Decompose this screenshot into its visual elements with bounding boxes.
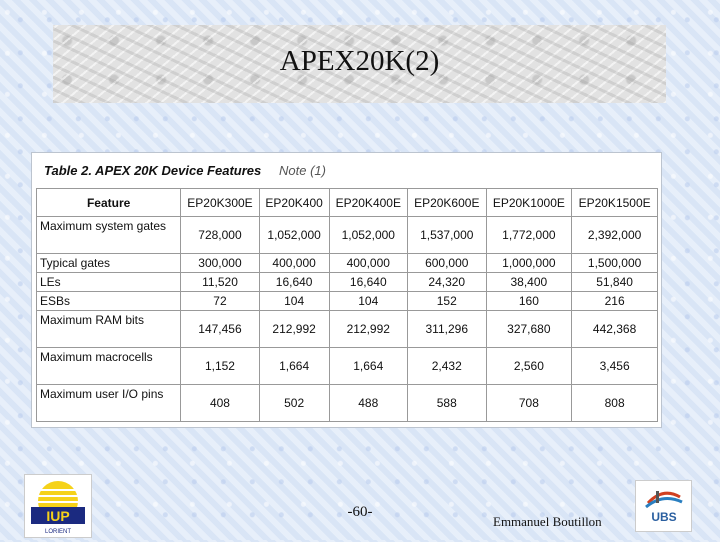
table-cell: 1,537,000 [408,217,486,254]
table-cell: 160 [486,292,572,311]
table-cell: 502 [259,385,329,422]
table-cell: 3,456 [572,348,658,385]
table-cell: 1,052,000 [329,217,407,254]
table-cell: 311,296 [408,311,486,348]
table-header-row [37,189,658,217]
column-header: EP20K400E [329,189,407,217]
table-cell: 300,000 [181,254,259,273]
slide-title: APEX20K(2) [279,45,440,77]
table-row [37,273,658,292]
table-cell: 2,432 [408,348,486,385]
table-cell: 147,456 [181,311,259,348]
table-cell: 152 [408,292,486,311]
table-cell: 2,392,000 [572,217,658,254]
table-cell: 104 [259,292,329,311]
table-row [37,385,658,422]
table-row [37,254,658,273]
table-cell: 327,680 [486,311,572,348]
column-header: EP20K400 [259,189,329,217]
table-cell: 1,000,000 [486,254,572,273]
table-cell: 728,000 [181,217,259,254]
table-cell: 1,052,000 [259,217,329,254]
table-cell: 600,000 [408,254,486,273]
table-cell: 488 [329,385,407,422]
table-caption: Table 2. APEX 20K Device Features [44,163,262,178]
table-cell: 38,400 [486,273,572,292]
ubs-logo [635,480,692,532]
iup-logo-subtext: LORIENT [44,529,72,535]
column-header: EP20K1500E [572,189,658,217]
table-row [37,348,658,385]
table-cell: 708 [486,385,572,422]
table-cell: 408 [181,385,259,422]
table-cell: 588 [408,385,486,422]
table-cell: 808 [572,385,658,422]
table-cell: 400,000 [329,254,407,273]
table-cell: 16,640 [259,273,329,292]
row-label: Maximum system gates [37,217,181,254]
table-cell: 16,640 [329,273,407,292]
iup-logo-text: IUP [46,508,70,524]
table-cell: 1,152 [181,348,259,385]
table-cell: 1,664 [259,348,329,385]
table-row [37,311,658,348]
title-band [53,25,666,103]
table-cell: 212,992 [259,311,329,348]
table-cell: 1,664 [329,348,407,385]
table-cell: 72 [181,292,259,311]
table-cell: 212,992 [329,311,407,348]
ubs-logo-text: UBS [651,510,677,524]
table-cell: 400,000 [259,254,329,273]
table-row [37,217,658,254]
table-cell: 1,500,000 [572,254,658,273]
table-cell: 24,320 [408,273,486,292]
row-label: ESBs [37,292,181,311]
row-label: LEs [37,273,181,292]
table-cell: 442,368 [572,311,658,348]
column-header: EP20K300E [181,189,259,217]
table-cell: 216 [572,292,658,311]
device-features-table [36,188,658,422]
table-cell: 1,772,000 [486,217,572,254]
row-label: Maximum user I/O pins [37,385,181,422]
table-cell: 2,560 [486,348,572,385]
table-cell: 104 [329,292,407,311]
row-label: Maximum RAM bits [37,311,181,348]
column-header: EP20K600E [408,189,486,217]
table-cell: 11,520 [181,273,259,292]
table-cell: 51,840 [572,273,658,292]
page-number: -60- [347,504,373,520]
table-row [37,292,658,311]
table-panel [31,152,662,428]
table-note: Note (1) [279,163,326,178]
column-header: Feature [37,189,181,217]
author-name: Emmanuel Boutillon [493,514,602,529]
row-label: Typical gates [37,254,181,273]
ubs-logo-graphic [636,481,691,531]
row-label: Maximum macrocells [37,348,181,385]
column-header: EP20K1000E [486,189,572,217]
